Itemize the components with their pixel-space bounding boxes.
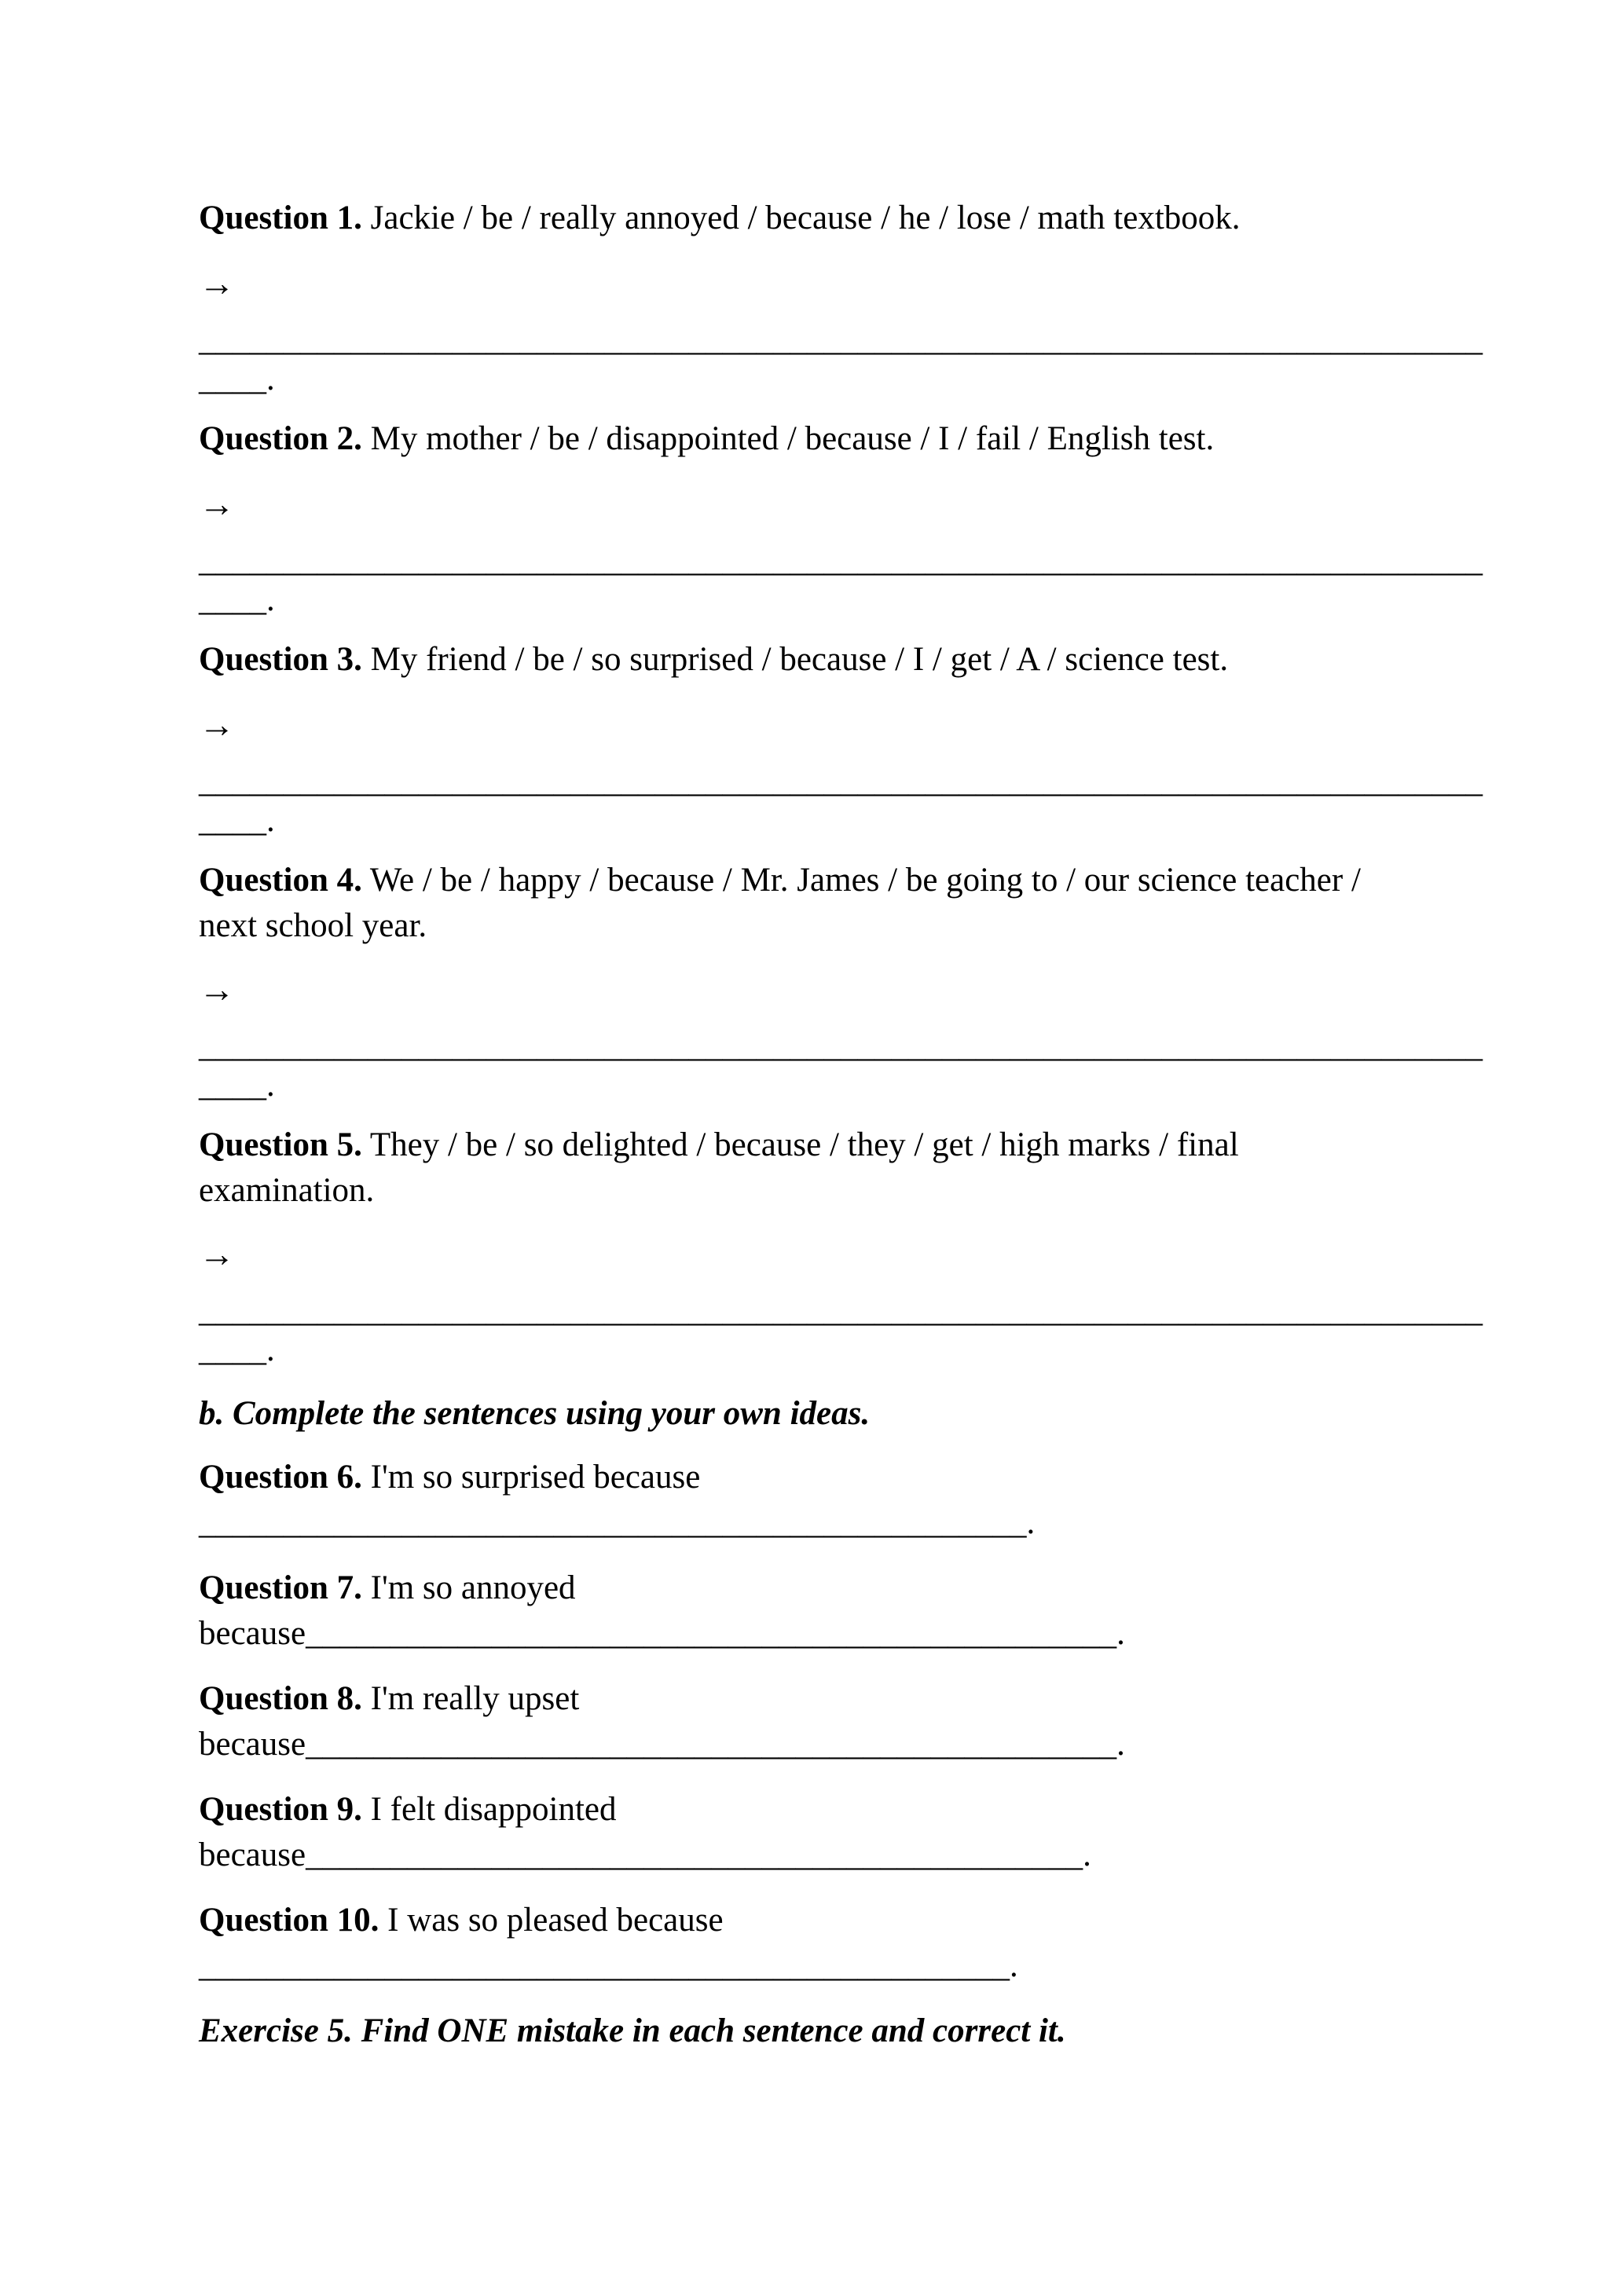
question-8 <box>199 1677 579 1721</box>
answer-blank-tail: ____. <box>199 361 275 397</box>
question-10 <box>199 1899 724 1943</box>
question-label: Question 1. <box>199 200 362 236</box>
question-prompt: My mother / be / disappointed / because / I / fail / English test. <box>370 420 1215 457</box>
question-prompt: I'm really upset <box>370 1680 580 1717</box>
question-label: Question 7. <box>199 1569 362 1606</box>
question-5 <box>199 1123 1239 1167</box>
question-prompt: I'm so surprised because <box>370 1459 701 1496</box>
answer-blank-1[interactable]: ____________________________________________________________________________ <box>199 321 1483 358</box>
answer-blank-tail: ____. <box>199 581 275 618</box>
question-prompt-continued: next school year. <box>199 907 427 944</box>
answer-blank-tail: ____. <box>199 1331 275 1368</box>
question-label: Question 6. <box>199 1459 362 1496</box>
question-label: Question 10. <box>199 1902 379 1939</box>
question-3 <box>199 638 1228 682</box>
answer-blank-9[interactable]: because______________________________________________. <box>199 1836 1091 1873</box>
answer-arrow: → <box>199 1234 235 1274</box>
answer-arrow: → <box>199 969 235 1009</box>
question-7 <box>199 1566 576 1610</box>
question-4 <box>199 859 1361 903</box>
question-label: Question 3. <box>199 641 362 678</box>
question-label: Question 2. <box>199 420 362 457</box>
answer-arrow: → <box>199 263 235 303</box>
question-label: Question 9. <box>199 1791 362 1828</box>
exercise-5-heading: Exercise 5. Find ONE mistake in each sentence and correct it. <box>199 2012 1066 2049</box>
answer-arrow: → <box>199 705 235 745</box>
answer-blank-tail: ____. <box>199 802 275 839</box>
question-prompt: I felt disappointed <box>370 1791 617 1828</box>
question-label: Question 4. <box>199 862 362 899</box>
answer-blank-3[interactable]: ____________________________________________________________________________ <box>199 763 1483 800</box>
answer-blank-4[interactable]: ____________________________________________________________________________ <box>199 1027 1483 1064</box>
question-prompt: They / be / so delighted / because / they / get / high marks / final <box>369 1126 1239 1163</box>
question-prompt: I was so pleased because <box>387 1902 724 1939</box>
question-prompt: My friend / be / so surprised / because / I / get / A / science test. <box>370 641 1229 678</box>
question-label: Question 5. <box>199 1126 362 1163</box>
question-prompt: We / be / happy / because / Mr. James / be going to / our science teacher / <box>369 862 1361 899</box>
answer-arrow: → <box>199 484 235 524</box>
answer-blank-tail: ____. <box>199 1067 275 1104</box>
answer-blank-10[interactable]: ________________________________________________. <box>199 1947 1018 1984</box>
answer-blank-2[interactable]: ____________________________________________________________________________ <box>199 542 1483 579</box>
question-2 <box>199 417 1214 461</box>
question-label: Question 8. <box>199 1680 362 1717</box>
answer-blank-8[interactable]: because________________________________________________. <box>199 1726 1125 1763</box>
answer-blank-7[interactable]: because________________________________________________. <box>199 1615 1125 1652</box>
question-prompt-continued: examination. <box>199 1172 375 1209</box>
answer-blank-5[interactable]: ____________________________________________________________________________ <box>199 1292 1483 1329</box>
question-6 <box>199 1456 700 1500</box>
question-9 <box>199 1788 617 1832</box>
question-1 <box>199 196 1241 240</box>
section-heading-b: b. Complete the sentences using your own ideas. <box>199 1395 871 1432</box>
question-prompt: I'm so annoyed <box>370 1569 576 1606</box>
answer-blank-6[interactable]: _________________________________________________. <box>199 1504 1036 1541</box>
question-prompt: Jackie / be / really annoyed / because / he / lose / math textbook. <box>370 200 1241 236</box>
